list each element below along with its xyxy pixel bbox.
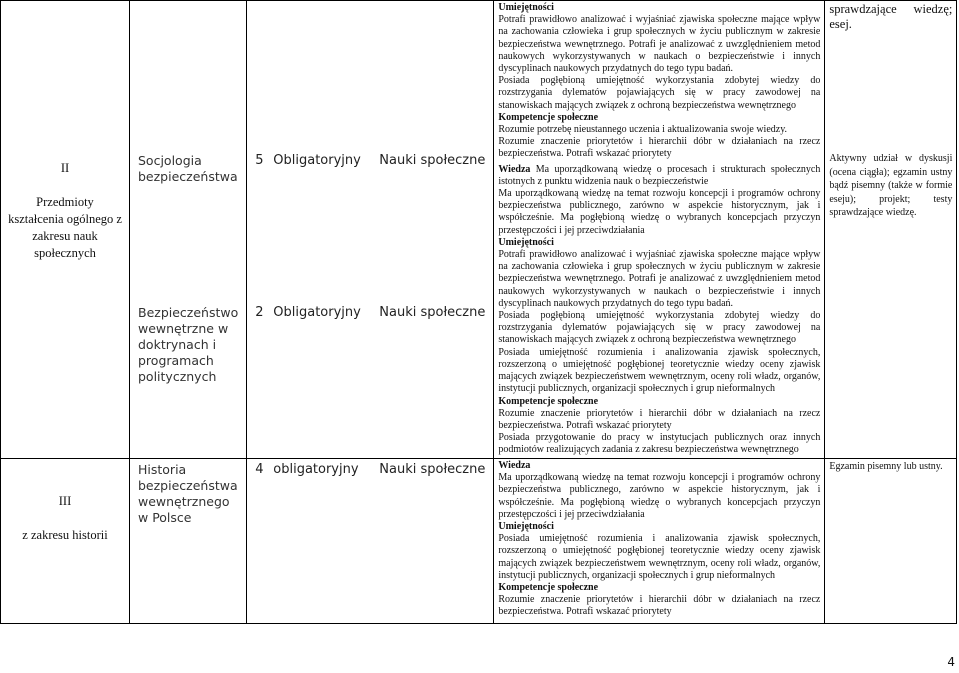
- subject-hours: 4: [255, 462, 264, 477]
- effect-text: Posiada pogłębioną umiejętność wykorzystania zdobytej wiedzy do rozstrzygania dylematów pojawiających się w pracy zawodowej na stanowiskach mających związek z ochroną bezpieczeństwa wewnętrznego: [498, 75, 821, 111]
- table-row: [1, 1, 957, 459]
- effect-label: Kompetencje społeczne: [498, 111, 599, 123]
- subject-field: Nauki społeczne: [379, 153, 486, 168]
- area-name: Przedmioty kształcenia ogólnego z zakresu nauk społecznych: [8, 195, 122, 260]
- subject-name: Bezpieczeństwo wewnętrzne w doktrynach i programach politycznych: [138, 305, 239, 384]
- effect-text: Posiada umiejętność rozumienia i analizowania zjawisk społecznych, rozszerzoną o umiejętność pogłębionej teoretycznie wiedzy oceny zjawisk mających związek bezpieczeństwem wewnętrznym, oceny roli władz, organów, instytucji publicznych, organizacji społecznych i grup nieformalnych: [498, 346, 821, 395]
- effect-text: Posiada pogłębioną umiejętność wykorzystania zdobytej wiedzy do rozstrzygania dylematów pojawiających się w pracy zawodowej na stanowiskach mających związek z ochroną bezpieczeństwa wewnętrznego: [498, 310, 821, 346]
- learning-effects-cell: [494, 1, 825, 459]
- effect-label: Kompetencje społeczne: [498, 395, 599, 407]
- effect-text: Ma uporządkowaną wiedzę na temat rozwoju koncepcji i programów ochrony bezpieczeństwa publicznego, zarówno w aspekcie historycznym, jak i współcześnie. Ma pogłębioną wiedzę o wybranych koncepcjach przyczyn przestępczości i jej przeciwdziałania: [498, 188, 821, 236]
- subject-hours: 2: [255, 305, 264, 320]
- effect-text: Rozumie znaczenie priorytetów i hierarchii dóbr w działaniach na rzecz bezpieczeństwa. Potrafi wskazać priorytety: [498, 136, 821, 160]
- subject-info: [247, 305, 493, 321]
- effect-text: Posiada umiejętność rozumienia i analizowania zjawisk społecznych, rozszerzoną o umiejętność pogłębionej teoretycznie wiedzy oceny zjawisk mających związek bezpieczeństwem wewnętrznym, oceny roli władz, organów, instytucji publicznych, organizacji społecznych i grup nieformalnych: [498, 533, 821, 581]
- subject-field: Nauki społeczne: [379, 462, 486, 477]
- page-number: 4: [947, 655, 955, 669]
- subjects-cell: [130, 1, 247, 459]
- verification-methods: Egzamin pisemny lub ustny.: [829, 461, 943, 472]
- effect-text: Posiada przygotowanie do pracy w instytucjach publicznych oraz innych podmiotów realizujących zadania z zakresu bezpieczeństwa wewnętrznego: [498, 432, 821, 456]
- effect-label: Umiejętności: [498, 521, 554, 533]
- subject-info: [255, 462, 485, 478]
- hours-cell: [247, 1, 494, 459]
- verification-methods: Aktywny udział w dyskusji (ocena ciągła); egzamin ustny bądź pisemny (także w formie eseju); projekt; testy sprawdzające wiedzę.: [829, 153, 953, 219]
- verification-methods-continued: sprawdzające wiedzę; esej.: [829, 2, 953, 31]
- subject-name: Socjologia bezpieczeństwa: [138, 153, 238, 184]
- subject-type: Obligatoryjny: [273, 153, 361, 168]
- effect-text: Rozumie znaczenie priorytetów i hierarchii dóbr w działaniach na rzecz bezpieczeństwa. Potrafi wskazać priorytety: [498, 594, 821, 618]
- subject-type: Obligatoryjny: [273, 305, 361, 320]
- effect-label: Umiejętności: [498, 236, 554, 248]
- effect-text: Rozumie potrzebę nieustannego uczenia i aktualizowania swoje wiedzy.: [498, 124, 788, 136]
- effect-text: Potrafi prawidłowo analizować i wyjaśniać zjawiska społeczne mające wpływ na zachowania człowieka i grup społecznych w życiu publicznym w zakresie bezpieczeństwa wewnętrznego. Potrafi je analizować z uwzględnieniem metod naukowych wykorzystywanych w naukach o bezpieczeństwie i innych dyscyplinach naukowych przydatnych do tego typu badań.: [498, 14, 821, 75]
- area-cell: [1, 459, 130, 624]
- effect-text: Ma uporządkowaną wiedzę o procesach i strukturach społecznych istotnych z punktu widzenia nauk o bezpieczeństwie: [498, 163, 821, 187]
- subject-hours: 5: [255, 153, 264, 168]
- verification-methods-cell: [825, 459, 957, 624]
- effect-label: Umiejętności: [498, 2, 554, 13]
- table-row: [1, 459, 957, 624]
- subject-name: Historia bezpieczeństwa wewnętrznego w Polsce: [138, 462, 238, 525]
- hours-cell: [247, 459, 494, 624]
- effect-text: Ma uporządkowaną wiedzę na temat rozwoju koncepcji i programów ochrony bezpieczeństwa publicznego, zarówno w aspekcie historycznym, jak i współcześnie. Ma pogłębioną wiedzę o wybranych koncepcjach przyczyn przestępczości i jej przeciwdziałania: [498, 472, 821, 520]
- verification-methods-cell: [825, 1, 957, 459]
- effect-label: Wiedza: [498, 163, 531, 175]
- subject-info: [247, 153, 493, 305]
- area-name: z zakresu historii: [22, 528, 108, 542]
- effect-text: Potrafi prawidłowo analizować i wyjaśniać zjawiska społeczne mające wpływ na zachowania człowieka i grup społecznych w życiu publicznym w zakresie bezpieczeństwa wewnętrznego. Potrafi je analizować z uwzględnieniem metod naukowych wykorzystywanych w naukach o bezpieczeństwie i innych dyscyplinach naukowych przydatnych do tego typu badań.: [498, 249, 821, 309]
- learning-effects-cell: [494, 459, 825, 624]
- subjects-cell: [130, 459, 247, 624]
- area-cell: [1, 1, 130, 459]
- effect-label: Wiedza: [498, 460, 531, 471]
- area-number: III: [58, 494, 72, 508]
- area-number: II: [60, 161, 70, 175]
- effect-label: Kompetencje społeczne: [498, 582, 599, 594]
- subject-type: obligatoryjny: [273, 462, 359, 477]
- effect-text: Rozumie znaczenie priorytetów i hierarchii dóbr w działaniach na rzecz bezpieczeństwa. Potrafi wskazać priorytety: [498, 407, 821, 431]
- subject-field: Nauki społeczne: [379, 305, 486, 320]
